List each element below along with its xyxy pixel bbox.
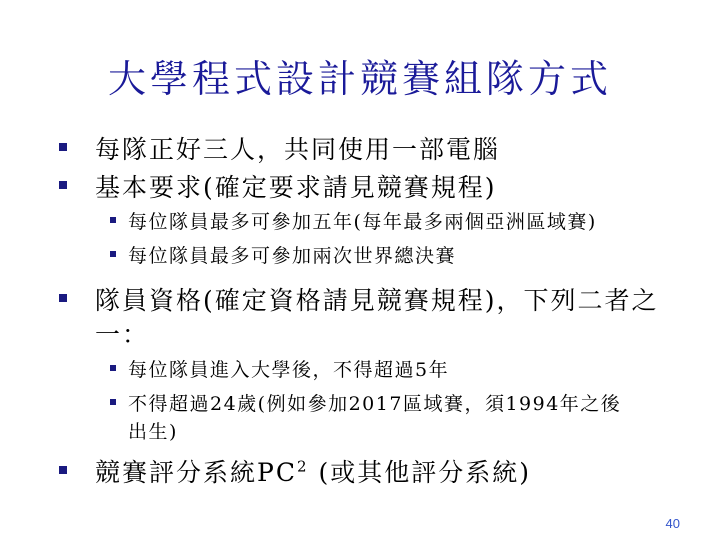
bullet-text-line2: 一： bbox=[95, 320, 150, 349]
page-number: 40 bbox=[665, 516, 680, 531]
bullet-marker bbox=[59, 143, 67, 151]
sub-bullet-text: 每位隊員進入大學後，不得超過5年 bbox=[128, 359, 450, 381]
sub-bullet-marker bbox=[110, 399, 116, 405]
bullet-text: 每隊正好三人，共同使用一部電腦 bbox=[95, 135, 501, 164]
sub-bullet-text-line2: 出生) bbox=[128, 421, 178, 443]
sub-bullet-text-line1: 不得超過24歲(例如參加2017區域賽，須1994年之後 bbox=[128, 393, 622, 415]
bullet-marker bbox=[59, 294, 67, 302]
sub-bullet-marker bbox=[110, 365, 116, 371]
sub-bullet-marker bbox=[110, 217, 116, 223]
bullet-text: 基本要求(確定要求請見競賽規程) bbox=[95, 173, 497, 202]
sub-bullet-text: 每位隊員最多可參加五年(每年最多兩個亞洲區域賽) bbox=[128, 211, 597, 233]
bullet-text bbox=[95, 453, 531, 489]
sub-bullet-text: 每位隊員最多可參加兩次世界總決賽 bbox=[128, 245, 457, 267]
bullet-text-main: 競賽評分系統PC bbox=[95, 458, 297, 487]
bullet-text-line1: 隊員資格(確定資格請見競賽規程)，下列二者之 bbox=[95, 286, 659, 315]
bullet-marker bbox=[59, 181, 67, 189]
superscript: 2 bbox=[296, 457, 309, 476]
bullet-marker bbox=[59, 466, 67, 474]
slide-title: 大學程式設計競賽組隊方式 bbox=[107, 57, 612, 101]
sub-bullet-marker bbox=[110, 251, 116, 257]
bullet-text-suffix: (或其他評分系統) bbox=[308, 458, 531, 487]
